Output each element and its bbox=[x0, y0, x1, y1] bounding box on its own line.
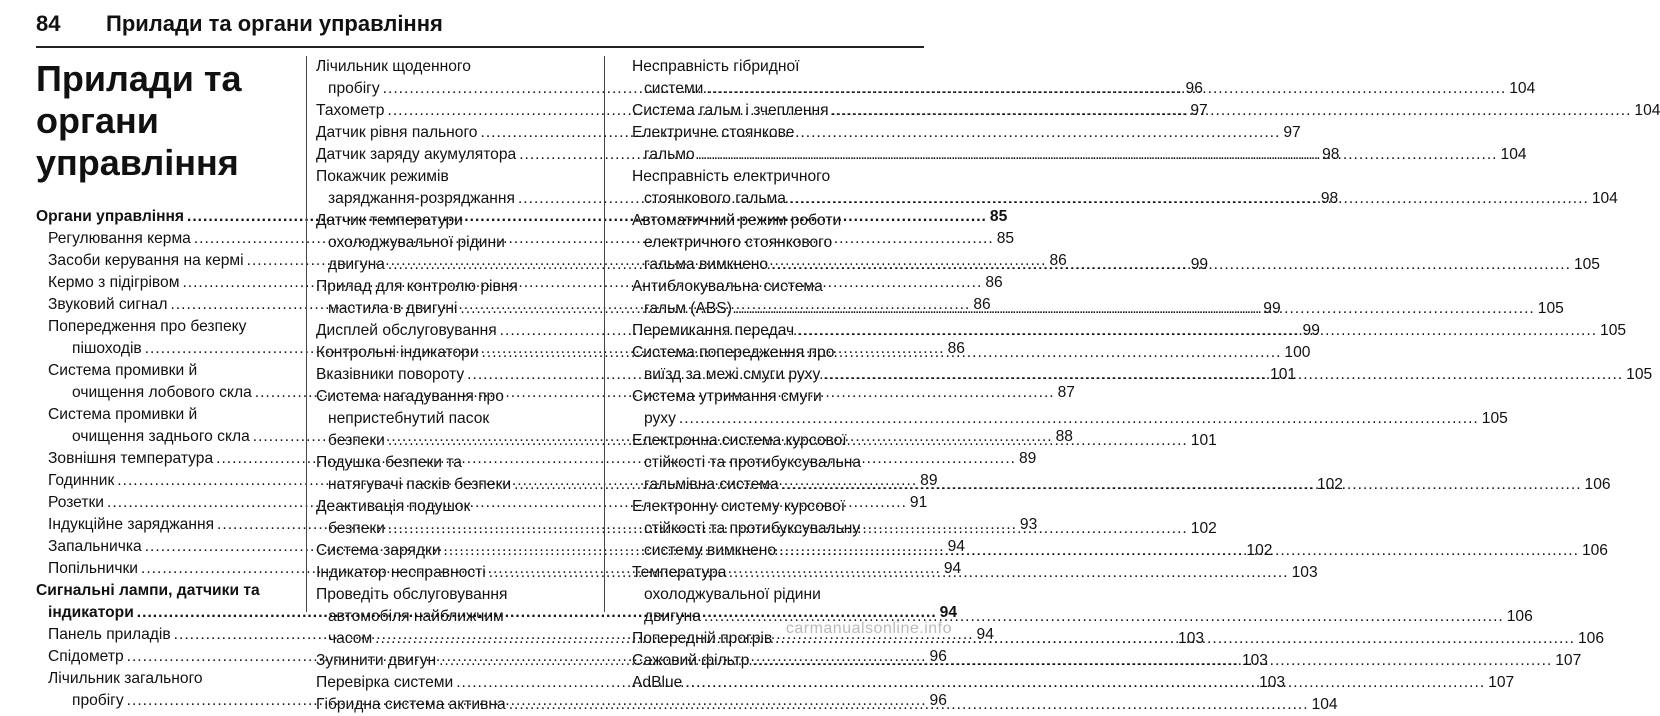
toc-page-number: 107 bbox=[1488, 674, 1515, 691]
toc-entry-text: безпеки bbox=[328, 432, 385, 449]
toc-entry-text: гальмівна система bbox=[644, 476, 779, 493]
toc-entry-text: Лічильник загального bbox=[48, 670, 203, 687]
toc-entry-text: двигуна bbox=[644, 608, 701, 625]
toc-page-number: 105 bbox=[1537, 300, 1564, 317]
toc-entry-text: пішоходів bbox=[72, 340, 142, 357]
toc-page-number: 93 bbox=[1019, 516, 1038, 533]
chapter-title bbox=[36, 58, 290, 184]
toc-page-number: 105 bbox=[1626, 366, 1653, 383]
toc-entry-text: Датчик заряду акумулятора bbox=[316, 146, 517, 163]
toc-page-number: 103 bbox=[1241, 652, 1268, 669]
dot-leader bbox=[752, 652, 1552, 669]
toc-page-number: 94 bbox=[943, 560, 962, 577]
toc-page-number: 86 bbox=[973, 296, 991, 313]
toc-entry-text: Попередження про безпеку bbox=[48, 318, 247, 335]
dot-leader bbox=[823, 366, 1623, 383]
toc-page-number: 104 bbox=[1500, 146, 1527, 163]
toc-entry-text: Електронну систему курсової bbox=[632, 498, 846, 515]
toc-entry-text: Несправність гібридної bbox=[632, 58, 800, 75]
page-number: 84 bbox=[36, 11, 61, 36]
toc-entry-text: Перевірка системи bbox=[316, 674, 454, 691]
chapter-title-line: управління bbox=[36, 142, 239, 183]
toc-entry-text: Кермо з підігрівом bbox=[48, 274, 180, 291]
header-rule bbox=[36, 46, 924, 48]
toc-page-number: 107 bbox=[1555, 652, 1582, 669]
toc-page-number: 96 bbox=[929, 692, 947, 709]
toc-entry-text: Сигнальні лампи, датчики та bbox=[36, 582, 260, 599]
toc-entry-text: безпеки bbox=[328, 520, 385, 537]
toc-entry-text: Датчик температури bbox=[316, 212, 463, 229]
dot-leader bbox=[779, 542, 1579, 559]
dot-leader bbox=[685, 674, 1485, 691]
toc-page-number: 86 bbox=[1049, 252, 1067, 269]
toc-page-number: 106 bbox=[1506, 608, 1533, 625]
toc-entry-text: Дисплей обслуговування bbox=[316, 322, 497, 339]
toc-entry-text: Попередній прогрів bbox=[632, 630, 773, 647]
toc-entry-text: стоянкового гальма bbox=[644, 190, 786, 207]
toc-page-number: 87 bbox=[1057, 384, 1075, 401]
toc-entry-text: Засоби керування на кермі bbox=[48, 252, 244, 269]
toc-page-number: 86 bbox=[947, 340, 965, 357]
toc-entry-text: руху bbox=[644, 410, 676, 427]
toc-page-number: 106 bbox=[1578, 630, 1605, 647]
toc-entry-text: Сажовий фільтр bbox=[632, 652, 750, 669]
toc-page-number: 105 bbox=[1481, 410, 1508, 427]
toc-page-number: 104 bbox=[1311, 696, 1338, 713]
toc-page-number: 98 bbox=[1322, 146, 1340, 163]
toc-entry-text: Перемикання передач bbox=[632, 322, 795, 339]
dot-leader bbox=[789, 190, 1589, 207]
toc-page-number: 96 bbox=[1185, 80, 1203, 97]
toc-entry-text: Лічильник щоденного bbox=[316, 58, 471, 75]
toc-page-number: 97 bbox=[1190, 102, 1208, 119]
dot-leader bbox=[706, 80, 1506, 97]
toc-page-number: 105 bbox=[1600, 322, 1627, 339]
toc-entry-text: електричного стоянкового bbox=[644, 234, 833, 251]
toc-page-number: 102 bbox=[1190, 520, 1217, 537]
toc-entry-text: Електронна система курсової bbox=[632, 432, 847, 449]
toc-page-number: 94 bbox=[939, 604, 958, 621]
toc-page-number: 98 bbox=[1320, 190, 1339, 207]
toc-entry-text: Гібридна система активна bbox=[316, 696, 506, 713]
toc-entry-text: Антиблокувальна система bbox=[632, 278, 823, 295]
toc-entry-text: Подушка безпеки та bbox=[316, 454, 462, 471]
toc-entry-text: Регулювання керма bbox=[48, 230, 191, 247]
toc-entry-text: очищення лобового скла bbox=[72, 384, 252, 401]
toc-entry-text: виїзд за межі смуги руху bbox=[644, 366, 821, 383]
toc-entry-text: Система зарядки bbox=[316, 542, 441, 559]
toc-entry-text: Електричне стоянкове bbox=[632, 124, 795, 141]
toc-page-number: 96 bbox=[929, 648, 947, 665]
toc-page-number: 103 bbox=[1178, 630, 1205, 647]
toc-entry-text: Система промивки й bbox=[48, 362, 198, 379]
toc-entry-text: AdBlue bbox=[632, 674, 683, 691]
toc-page-number: 102 bbox=[1316, 476, 1343, 493]
toc-entry-text: Несправність електричного bbox=[632, 168, 831, 185]
toc-entry-text: Тахометр bbox=[316, 102, 385, 119]
toc-page-number: 99 bbox=[1190, 256, 1209, 273]
toc-entry-text: Індукційне заряджання bbox=[48, 516, 215, 533]
toc-entry-text: Система попередження про bbox=[632, 344, 835, 361]
dot-leader bbox=[489, 564, 1289, 581]
toc-entry-text: індикатори bbox=[48, 604, 134, 621]
toc-page-number: 101 bbox=[1270, 366, 1297, 383]
toc-page-number: 105 bbox=[1573, 256, 1600, 273]
toc-page-number: 85 bbox=[996, 230, 1015, 247]
toc-entry-text: Попільнички bbox=[48, 560, 138, 577]
toc-page-number: 103 bbox=[1291, 564, 1318, 581]
toc-entry-text: Прилад для контролю рівня bbox=[316, 278, 518, 295]
toc-page-number: 94 bbox=[947, 538, 965, 555]
toc-entry-text: гальма вимкнено bbox=[644, 256, 769, 273]
toc-page-number: 102 bbox=[1246, 542, 1273, 559]
toc-entry-text: очищення заднього скла bbox=[72, 428, 250, 445]
toc-page-number: 104 bbox=[1509, 80, 1536, 97]
toc-entry-text: Панель приладів bbox=[48, 626, 171, 643]
dot-leader bbox=[832, 102, 1632, 119]
toc-page-number: 106 bbox=[1584, 476, 1611, 493]
toc-entry-text: системи bbox=[644, 80, 704, 97]
toc-page-number: 86 bbox=[985, 274, 1003, 291]
dot-leader bbox=[509, 696, 1309, 713]
toc-page-number: 104 bbox=[1591, 190, 1618, 207]
chapter-title-line: Прилади та органи bbox=[36, 58, 242, 141]
toc-page-number: 94 bbox=[976, 626, 994, 643]
toc-page-number: 103 bbox=[1259, 674, 1286, 691]
toc-entry-text: двигуна bbox=[328, 256, 385, 273]
toc-entry-text: пробігу bbox=[328, 80, 380, 97]
toc-page-number: 99 bbox=[1302, 322, 1320, 339]
toc-entry-text: Система нагадування про bbox=[316, 388, 504, 405]
toc-entry-text: Автоматичний режим роботи bbox=[632, 212, 842, 229]
dot-leader bbox=[735, 300, 1535, 317]
page-header bbox=[36, 6, 924, 42]
column-divider bbox=[306, 56, 307, 612]
toc-entry-text: гальм (ABS) bbox=[644, 300, 732, 317]
toc-page-number: 101 bbox=[1190, 432, 1217, 449]
toc-page-number: 97 bbox=[1283, 124, 1301, 141]
toc-page-number: 104 bbox=[1634, 102, 1660, 119]
toc-entry-text: Проведіть обслуговування bbox=[316, 586, 508, 603]
toc-entry-text: пробігу bbox=[72, 692, 124, 709]
toc-entry-text: мастила в двигуні bbox=[328, 300, 458, 317]
toc-entry-text: Розетки bbox=[48, 494, 105, 511]
toc-entry-text: часом bbox=[328, 630, 373, 647]
dot-leader bbox=[679, 410, 1479, 427]
toc-page-number: 91 bbox=[909, 494, 928, 511]
dot-leader bbox=[698, 146, 1498, 163]
toc-entry-text: Система промивки й bbox=[48, 406, 198, 423]
column-divider bbox=[604, 56, 605, 612]
toc-entry-text: Індикатор несправності bbox=[316, 564, 486, 581]
toc-entry-text: Годинник bbox=[48, 472, 115, 489]
toc-entry-text: систему вимкнено bbox=[644, 542, 777, 559]
toc-entry-text: непристебнутий пасок bbox=[328, 410, 490, 427]
dot-leader bbox=[782, 476, 1582, 493]
toc-entry-text: Система утримання смуги bbox=[632, 388, 822, 405]
toc-entry-text: автомобіля найближчим bbox=[328, 608, 504, 625]
toc-entry-text: Звуковий сигнал bbox=[48, 296, 168, 313]
header-title: Прилади та органи управління bbox=[106, 11, 443, 36]
toc-entry-text: гальмо bbox=[644, 146, 695, 163]
dot-leader bbox=[771, 256, 1571, 273]
watermark: carmanualsonline.info bbox=[785, 620, 952, 637]
toc-entry-text: стійкості та протибуксувальна bbox=[644, 454, 862, 471]
toc-entry-text: Система гальм і зчеплення bbox=[632, 102, 829, 119]
toc-entry-text: Спідометр bbox=[48, 648, 124, 665]
toc-page-number: 85 bbox=[989, 208, 1008, 225]
toc-entry-text: Контрольні індикатори bbox=[316, 344, 479, 361]
toc-page-number: 88 bbox=[1055, 428, 1073, 445]
toc-entry-text: Зупинити двигун bbox=[316, 652, 437, 669]
toc-entry-text: Запальничка bbox=[48, 538, 142, 555]
toc-entry-text: Покажчик режимів bbox=[316, 168, 449, 185]
toc-entry-text: Деактивація подушок bbox=[316, 498, 471, 515]
toc-page-number: 106 bbox=[1581, 542, 1608, 559]
toc-entry-text: натягувачі пасків безпеки bbox=[328, 476, 512, 493]
toc-entry-text: стійкості та протибуксувальну bbox=[644, 520, 861, 537]
toc-entry-text: Зовнішня температура bbox=[48, 450, 214, 467]
toc-entry-text: Датчик рівня пального bbox=[316, 124, 478, 141]
toc-page-number: 100 bbox=[1284, 344, 1311, 361]
dot-leader bbox=[797, 322, 1597, 339]
toc-page-number: 99 bbox=[1263, 300, 1281, 317]
toc-entry-text: охолоджувальної рідини bbox=[328, 234, 505, 251]
toc-page-number: 89 bbox=[1019, 450, 1037, 467]
toc-entry-text: Температура bbox=[632, 564, 727, 581]
toc-entry-text: Органи управління bbox=[36, 208, 185, 225]
toc-page-number: 89 bbox=[920, 472, 938, 489]
toc-entry-text: охолоджувальної рідини bbox=[644, 586, 821, 603]
toc-entry-text: Вказівники повороту bbox=[316, 366, 465, 383]
toc-entry-text: заряджання-розряджання bbox=[328, 190, 515, 207]
